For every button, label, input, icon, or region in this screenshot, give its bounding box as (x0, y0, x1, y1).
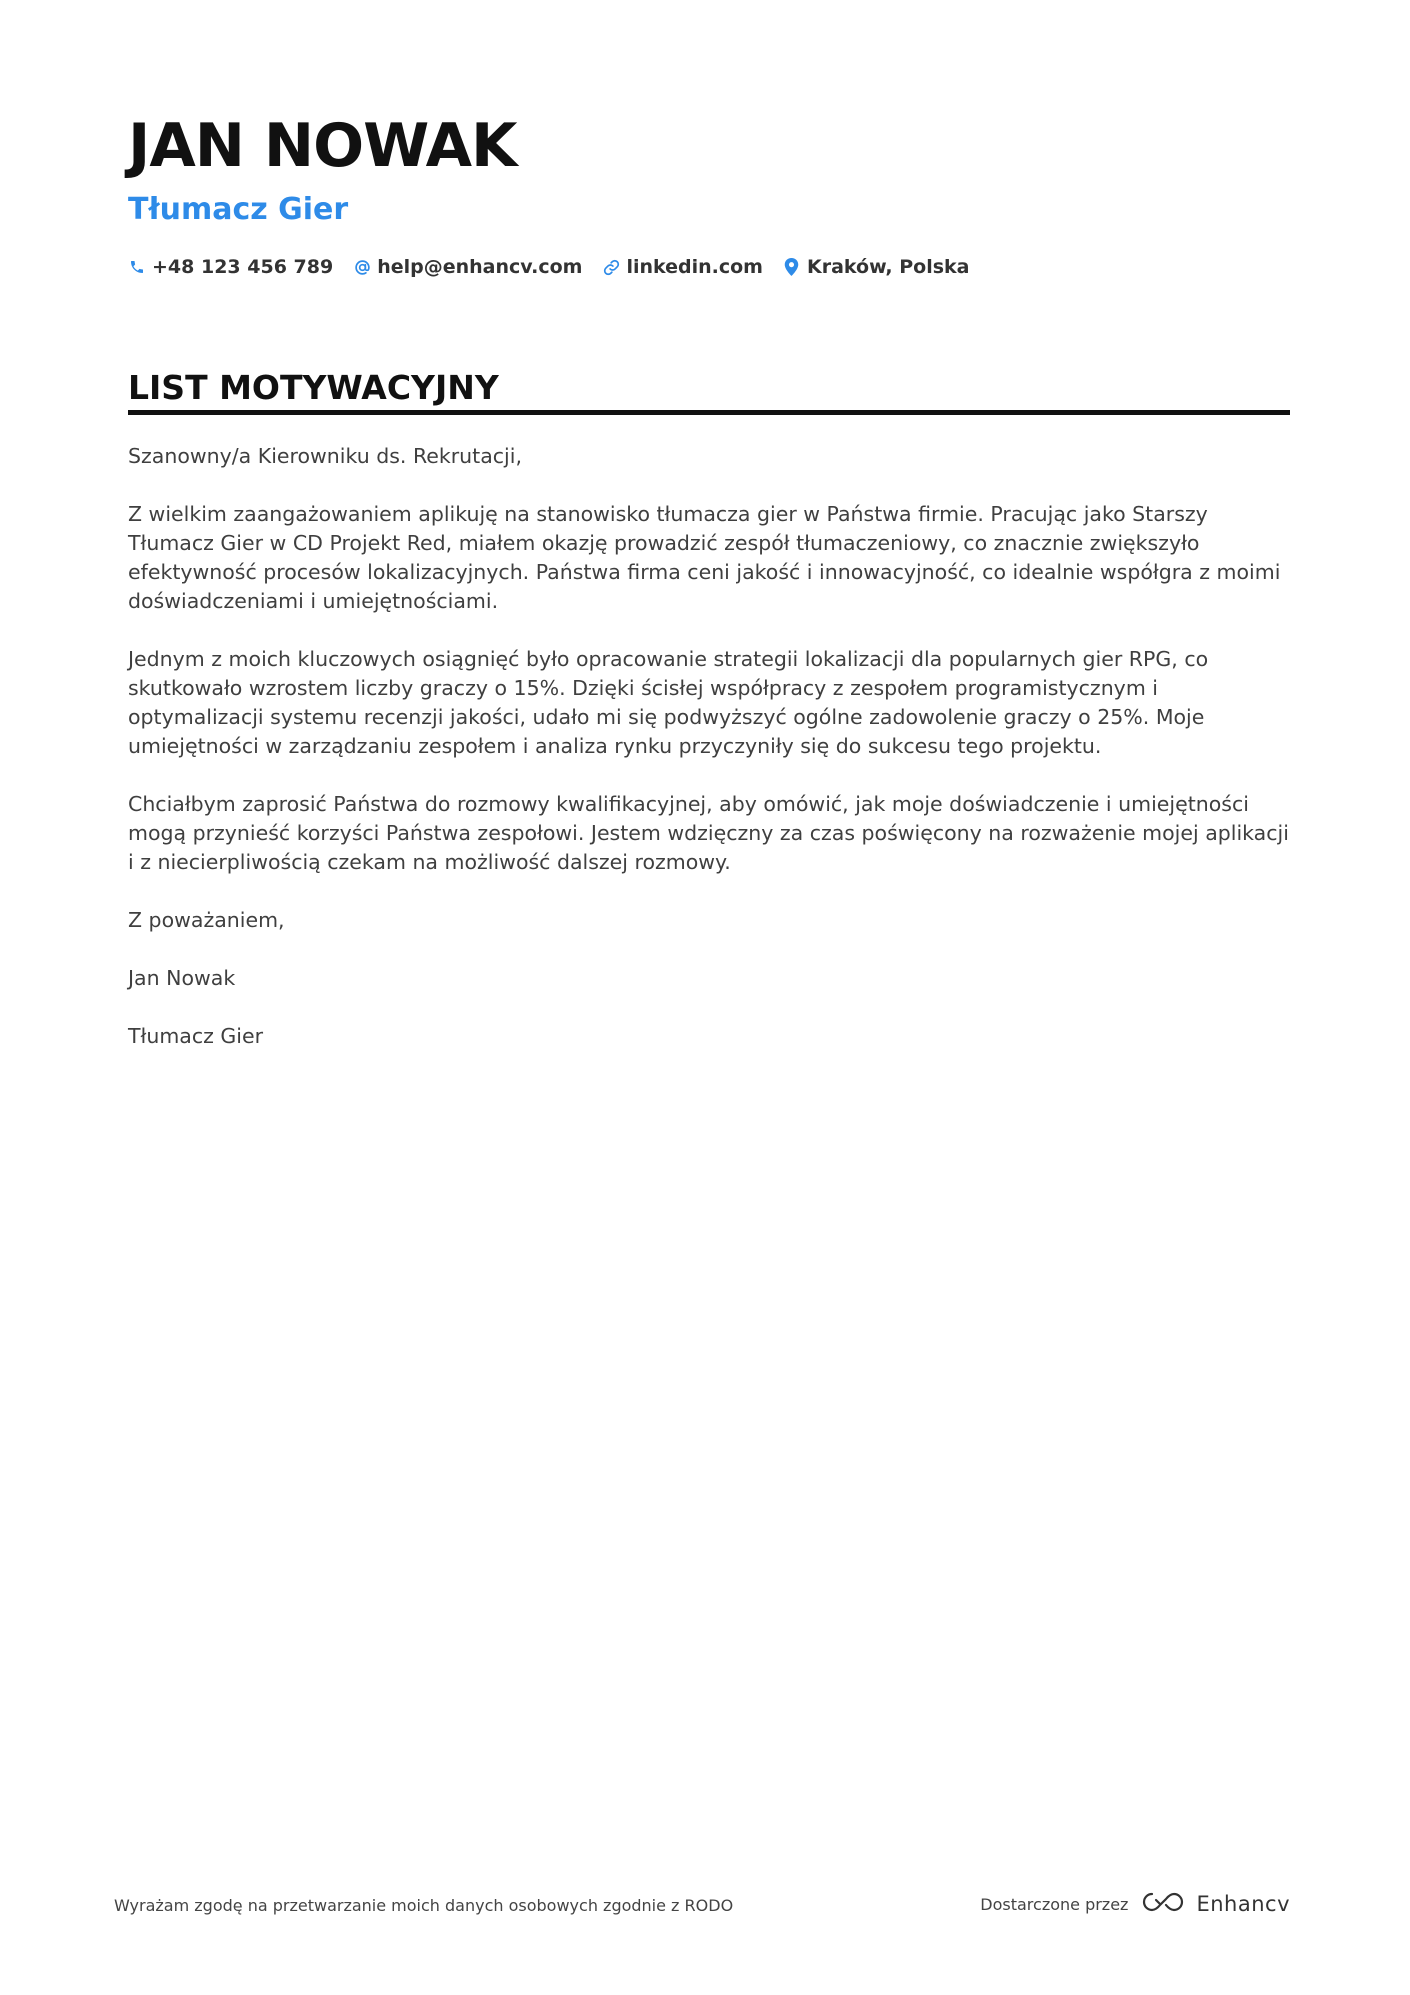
cover-letter-page (114, 0, 1290, 1995)
contact-linkedin-text: linkedin.com (626, 256, 763, 278)
brand-name: Enhancv (1196, 1892, 1290, 1916)
letter-paragraph: Z wielkim zaangażowaniem aplikuję na stanowisko tłumacza gier w Państwa firmie. Pracując jako Starszy Tłumacz Gier w CD Projekt Red, miałem okazję prowadzić zespół tłumaczeniowy, co znacznie zwiększyło efektywność procesów lokalizacyjnych. Państwa firma ceni jakość i innowacyjność, co idealnie współgra z moimi doświadczeniami i umiejętnościami. (128, 502, 1281, 613)
enhancv-logo-icon (1140, 1890, 1186, 1919)
map-pin-icon (783, 258, 801, 276)
section-divider (128, 410, 1290, 415)
contact-phone (128, 252, 333, 282)
letter-paragraph: Jednym z moich kluczowych osiągnięć było opracowanie strategii lokalizacji dla popularnych gier RPG, co skutkowało wzrostem liczby graczy o 15%. Dzięki ścisłej współpracy z zespołem programistycznym i optymalizacji systemu recenzji jakości, udało mi się podwyższyć ogólne zadowolenie graczy o 25%. Moje umiejętności w zarządzaniu zespołem i analiza rynku przyczyniły się do sukcesu tego projektu. (128, 647, 1209, 758)
contact-phone-text: +48 123 456 789 (152, 256, 334, 278)
powered-by-label: Dostarczone przez (980, 1894, 1129, 1914)
letter-greeting: Szanowny/a Kierowniku ds. Rekrutacji, (128, 444, 522, 468)
contact-location (783, 252, 970, 282)
contact-email (353, 252, 582, 282)
enhancv-logo (1140, 1890, 1290, 1919)
at-icon (353, 258, 371, 276)
signature-name: Jan Nowak (128, 966, 236, 990)
footer-brand[interactable] (980, 1887, 1290, 1921)
signature-title: Tłumacz Gier (128, 1024, 264, 1048)
phone-icon (128, 258, 146, 276)
section-title: LIST MOTYWACYJNY (128, 368, 499, 407)
applicant-name: JAN NOWAK (128, 111, 517, 181)
contact-linkedin (602, 252, 763, 282)
link-icon (602, 258, 620, 276)
contact-email-text: help@enhancv.com (377, 256, 583, 278)
footer-consent: Wyrażam zgodę na przetwarzanie moich danych osobowych zgodnie z RODO (114, 1896, 734, 1915)
letter-closing: Z poważaniem, (128, 908, 285, 932)
applicant-job-title: Tłumacz Gier (128, 192, 349, 227)
letter-paragraph: Chciałbym zaprosić Państwa do rozmowy kwalifikacyjnej, aby omówić, jak moje doświadczenie i umiejętności mogą przynieść korzyści Państwa zespołowi. Jestem wdzięczny za czas poświęcony na rozważenie mojej aplikacji i z niecierpliwością czekam na możliwość dalszej rozmowy. (128, 792, 1289, 874)
contact-bar (128, 252, 990, 282)
letter-body (128, 442, 1290, 1080)
contact-location-text: Kraków, Polska (806, 256, 970, 278)
